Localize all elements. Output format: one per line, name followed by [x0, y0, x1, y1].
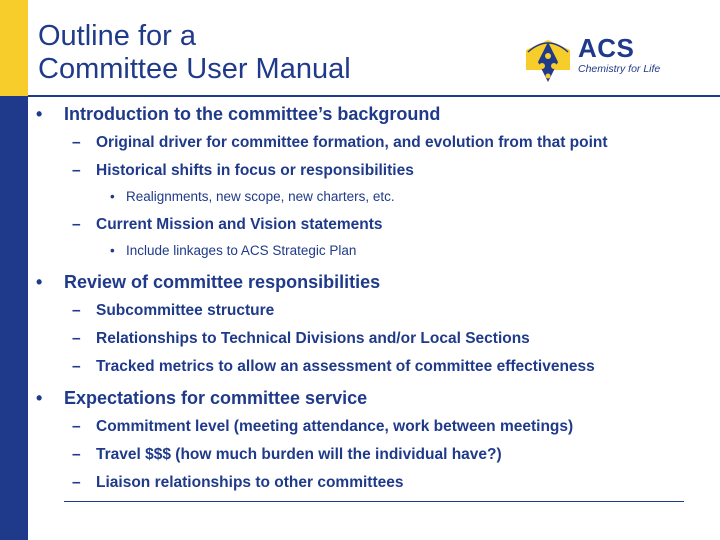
- bullet-marker: –: [72, 358, 81, 375]
- sub-sub-bullet-item: [110, 189, 395, 204]
- bullet-marker: –: [72, 330, 81, 347]
- bullet-item: [36, 388, 367, 409]
- bullet-text: Liaison relationships to other committees: [96, 474, 404, 491]
- sub-bullet-item: [72, 302, 274, 320]
- sub-bullet-item: [72, 446, 502, 464]
- bullet-marker: –: [72, 134, 81, 151]
- bullet-text: Commitment level (meeting attendance, work between meetings): [96, 418, 574, 435]
- bullet-marker: •: [110, 243, 115, 258]
- bullet-marker: –: [72, 216, 81, 233]
- bullet-marker: –: [72, 446, 81, 463]
- slide-title-line-1: Outline for a: [38, 20, 196, 52]
- sub-bullet-item: [72, 418, 573, 436]
- bullet-marker: –: [72, 418, 81, 435]
- bullet-text: Original driver for committee formation, and evolution from that point: [96, 134, 608, 151]
- sub-bullet-item: [72, 162, 414, 180]
- bullet-marker: –: [72, 474, 81, 491]
- bullet-text: Relationships to Technical Divisions and/or Local Sections: [96, 330, 530, 347]
- bullet-marker: –: [72, 302, 81, 319]
- sub-bullet-item: [72, 134, 608, 152]
- bullet-item: [36, 104, 440, 125]
- bullet-text: Include linkages to ACS Strategic Plan: [126, 243, 357, 258]
- bullet-text: Historical shifts in focus or responsibilities: [96, 162, 414, 179]
- bullet-marker: •: [36, 388, 43, 408]
- sub-bullet-item: [72, 474, 403, 492]
- bullet-text: Realignments, new scope, new charters, etc.: [126, 189, 395, 204]
- logo-tagline: Chemistry for Life: [578, 63, 661, 75]
- bullet-item: [36, 272, 380, 293]
- bullet-marker: •: [36, 272, 43, 292]
- bullet-text: Current Mission and Vision statements: [96, 216, 383, 233]
- bullet-text: Tracked metrics to allow an assessment of committee effectiveness: [96, 358, 595, 375]
- bullet-text: Review of committee responsibilities: [64, 272, 381, 292]
- bullet-text: Expectations for committee service: [64, 388, 368, 408]
- bullet-marker: •: [36, 104, 43, 124]
- bullet-marker: –: [72, 162, 81, 179]
- sub-sub-bullet-item: [110, 243, 356, 258]
- logo-wordmark: ACS: [578, 33, 635, 63]
- bullet-text: Introduction to the committee’s background: [64, 104, 441, 124]
- sub-bullet-item: [72, 358, 595, 376]
- sub-bullet-item: [72, 330, 530, 348]
- bullet-text: Subcommittee structure: [96, 302, 275, 319]
- sub-bullet-item: [72, 216, 383, 234]
- footer-divider: [64, 501, 684, 502]
- slide-title-line-2: Committee User Manual: [38, 53, 351, 85]
- bullet-marker: •: [110, 189, 115, 204]
- bullet-text: Travel $$$ (how much burden will the individual have?): [96, 446, 502, 463]
